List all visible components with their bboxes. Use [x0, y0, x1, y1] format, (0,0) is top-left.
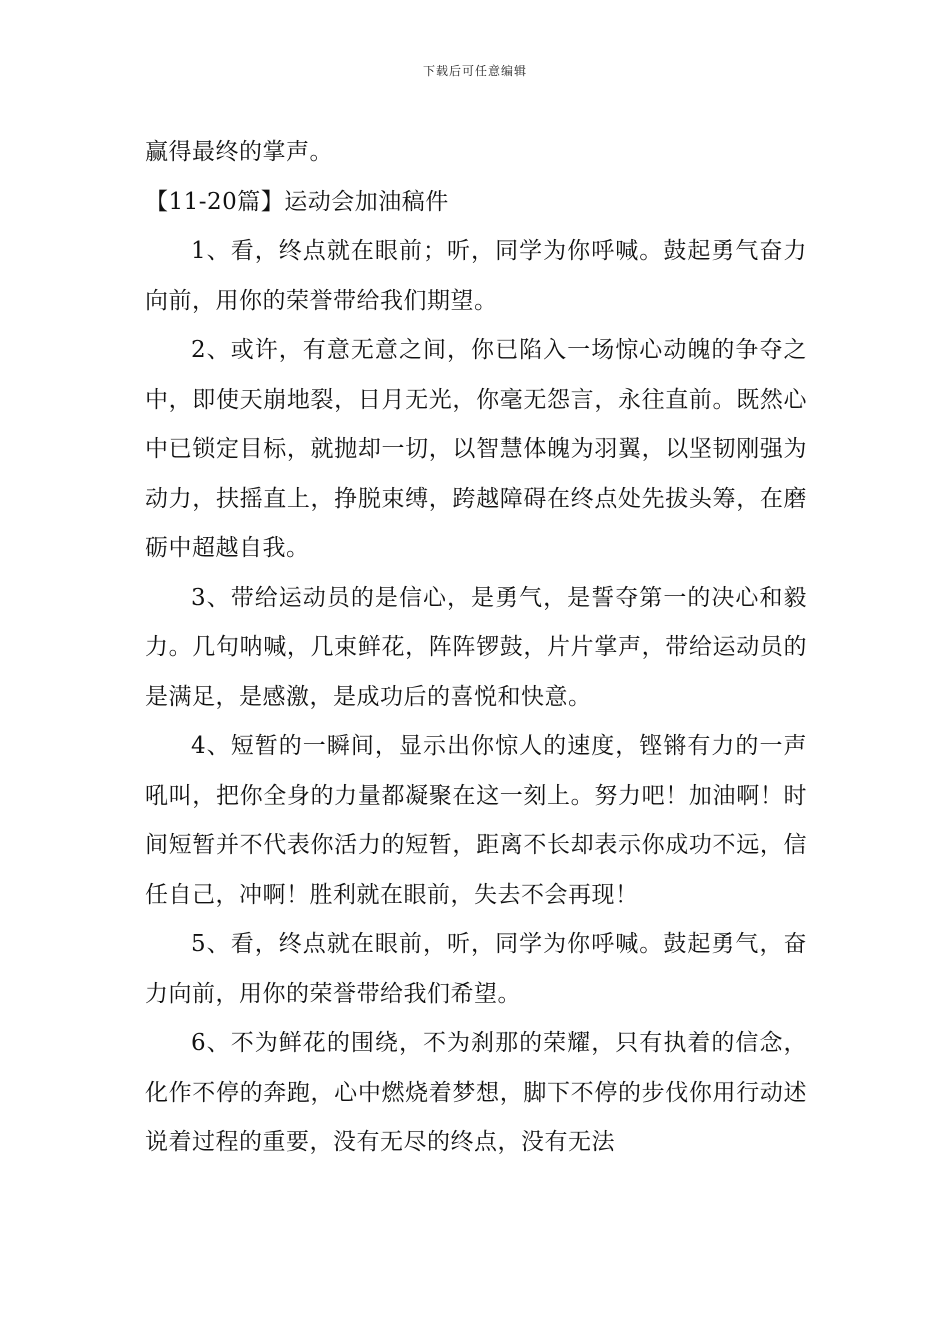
- paragraph-1: 1、看，终点就在眼前；听，同学为你呼喊。鼓起勇气奋力向前，用你的荣誉带给我们期望。: [145, 238, 807, 314]
- continuation-text: 赢得最终的掌声。: [145, 139, 333, 165]
- document-body: [145, 128, 807, 1168]
- paragraph-4: 4、短暂的一瞬间，显示出你惊人的速度，铿锵有力的一声吼叫，把你全身的力量都凝聚在这一刻上。努力吧！加油啊！时间短暂并不代表你活力的短暂，距离不长却表示你成功不远，信任自己，冲啊！胜利就在眼前，失去不会再现！: [145, 733, 807, 908]
- paragraph-5: 5、看，终点就在眼前，听，同学为你呼喊。鼓起勇气，奋力向前，用你的荣誉带给我们希望。: [145, 931, 807, 1007]
- page-header: 下载后可任意编辑: [422, 64, 527, 78]
- section-title: 【11-20篇】运动会加油稿件: [145, 188, 449, 215]
- paragraph-2: 2、或许，有意无意之间，你已陷入一场惊心动魄的争夺之中，即使天崩地裂，日月无光，你毫无怨言，永往直前。既然心中已锁定目标，就抛却一切，以智慧体魄为羽翼，以坚韧刚强为动力，扶摇直上，挣脱束缚，跨越障碍在终点处先拔头筹，在磨砺中超越自我。: [145, 337, 807, 561]
- paragraph-3: 3、带给运动员的是信心，是勇气，是誓夺第一的决心和毅力。几句呐喊，几束鲜花，阵阵锣鼓，片片掌声，带给运动员的是满足，是感激，是成功后的喜悦和快意。: [145, 584, 807, 710]
- paragraph-6: 6、不为鲜花的围绕，不为刹那的荣耀，只有执着的信念，化作不停的奔跑，心中燃烧着梦想，脚下不停的步伐你用行动述说着过程的重要，没有无尽的终点，没有无法: [145, 1030, 807, 1155]
